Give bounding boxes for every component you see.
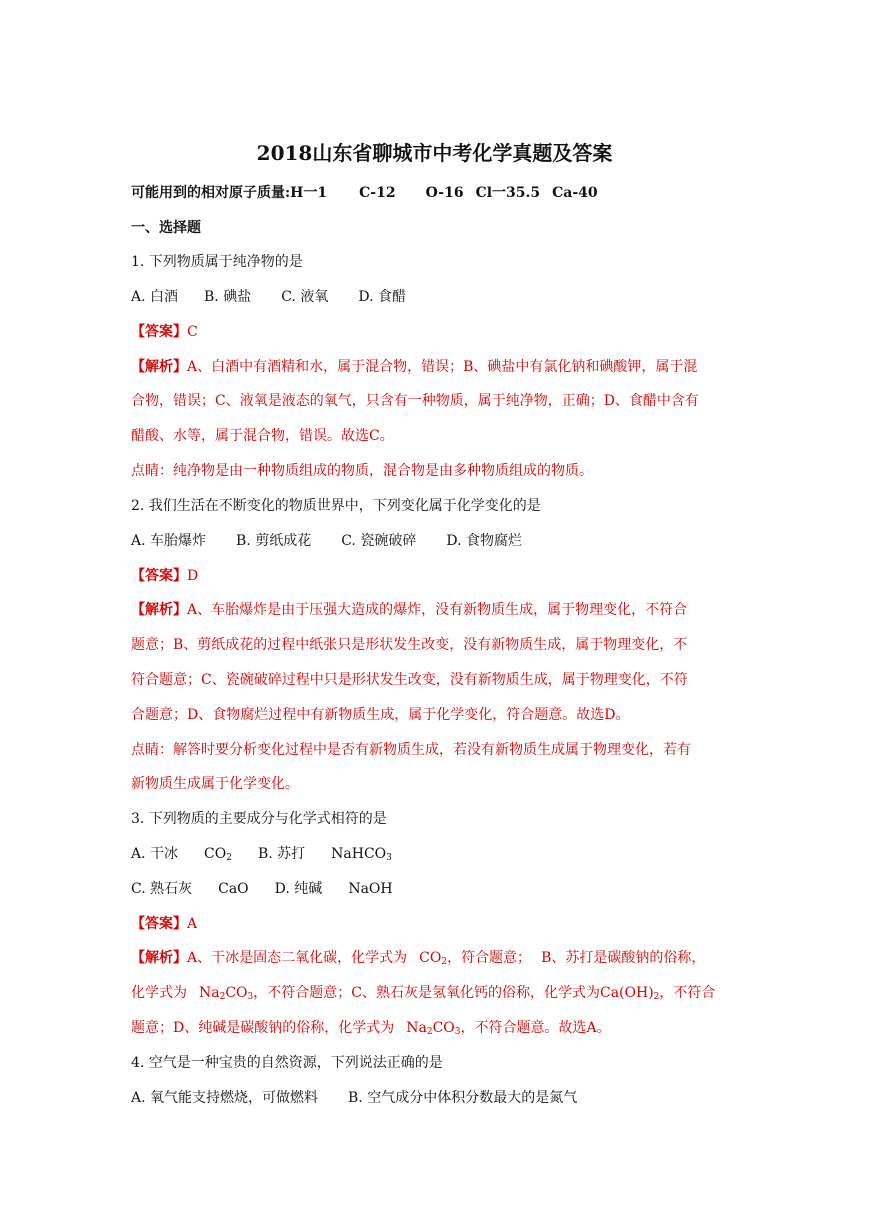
atomic-mass-label: 可能用到的相对原子质量: bbox=[131, 185, 291, 201]
option: A. 氧气能支持燃烧，可做燃料 bbox=[131, 1090, 319, 1106]
option: A. 车胎爆炸 bbox=[131, 533, 207, 549]
analysis-line: 题意；D、纯碱是碳酸钠的俗称，化学式为 $Na_2CO_3$，不符合题意。故选A。 bbox=[131, 1020, 611, 1037]
atomic-mass-item: Ca-40 bbox=[552, 185, 598, 201]
section-heading: 一、选择题 bbox=[131, 220, 201, 236]
answer-value: D bbox=[187, 568, 199, 584]
option: D. 食物腐烂 bbox=[446, 533, 522, 549]
formula: $CO_2$ bbox=[419, 950, 448, 967]
option: D. 食醋 bbox=[358, 289, 406, 305]
answer-line bbox=[131, 322, 741, 342]
tip-line: 点睛：解答时要分析变化过程中是否有新物质生成，若没有新物质生成属于物理变化，若有 bbox=[131, 742, 691, 758]
analysis-line: 题意；B、剪纸成花的过程中纸张只是形状发生改变，没有新物质生成，属于物理变化，不 bbox=[131, 637, 688, 653]
formula: NaOH bbox=[348, 881, 393, 897]
question-stem: 3. 下列物质的主要成分与化学式相符的是 bbox=[131, 811, 387, 827]
option-label: B. 苏打 bbox=[257, 846, 306, 862]
atomic-mass-line bbox=[131, 183, 741, 203]
question-options bbox=[131, 531, 741, 551]
analysis-line: 合物，错误；C、液氧是液态的氧气，只含有一种物质，属于纯净物，正确；D、食醋中含有 bbox=[131, 393, 699, 409]
question-stem: 2. 我们生活在不断变化的物质世界中，下列变化属于化学变化的是 bbox=[131, 498, 541, 514]
atomic-mass-item: Cl一35.5 bbox=[475, 185, 541, 201]
formula: $Na_2CO_3$ bbox=[406, 1020, 461, 1037]
analysis-line: 醋酸、水等，属于混合物，错误。故选C。 bbox=[131, 428, 394, 444]
question-options bbox=[131, 844, 741, 864]
analysis-line: 合题意；D、食物腐烂过程中有新物质生成，属于化学变化，符合题意。故选D。 bbox=[131, 707, 630, 723]
analysis-text: A、白酒中有酒精和水，属于混合物，错误；B、碘盐中有氯化钠和碘酸钾，属于混 bbox=[187, 359, 698, 375]
answer-tag: 【答案】 bbox=[131, 568, 187, 584]
page-title: 2018山东省聊城市中考化学真题及答案 bbox=[256, 141, 613, 165]
question-options bbox=[131, 879, 741, 899]
analysis-line: 化学式为 $Na_2CO_3$，不符合题意；C、熟石灰是氢氧化钙的俗称，化学式为$Ca(OH)_2$，不符合 bbox=[131, 985, 716, 1002]
answer-tag: 【答案】 bbox=[131, 916, 187, 932]
tip-line: 点睛：纯净物是由一种物质组成的物质，混合物是由多种物质组成的物质。 bbox=[131, 463, 593, 479]
option-label: A. 干冰 bbox=[131, 846, 179, 862]
formula: $Na_2CO_3$ bbox=[199, 985, 254, 1002]
question-options bbox=[131, 287, 741, 307]
analysis-tag: 【解析】 bbox=[131, 359, 187, 375]
atomic-mass-item: O-16 bbox=[425, 185, 464, 201]
question-stem: 1. 下列物质属于纯净物的是 bbox=[131, 254, 303, 270]
option: C. 瓷碗破碎 bbox=[341, 533, 417, 549]
formula: $CO_2$ bbox=[204, 846, 232, 863]
analysis-line: 符合题意；C、瓷碗破碎过程中只是形状发生改变，没有新物质生成，属于物理变化，不符 bbox=[131, 672, 688, 688]
question-options bbox=[131, 1088, 741, 1108]
analysis-text: A、车胎爆炸是由于压强大造成的爆炸，没有新物质生成，属于物理变化，不符合 bbox=[187, 602, 688, 618]
answer-tag: 【答案】 bbox=[131, 324, 187, 340]
analysis-line: 【解析】A、干冰是固态二氧化碳，化学式为 $CO_2$，符合题意； B、苏打是碳酸钠的俗称， bbox=[131, 950, 706, 967]
question-stem: 4. 空气是一种宝贵的自然资源，下列说法正确的是 bbox=[131, 1055, 443, 1071]
answer-line bbox=[131, 566, 741, 586]
atomic-mass-item: C-12 bbox=[359, 185, 396, 201]
atomic-mass-item: H一1 bbox=[290, 185, 328, 201]
answer-value: C bbox=[187, 324, 198, 340]
formula: NaHCO$_3$ bbox=[331, 846, 392, 863]
option: A. 白酒 bbox=[131, 289, 179, 305]
option: B. 空气成分中体积分数最大的是氮气 bbox=[348, 1090, 578, 1106]
option: B. 碘盐 bbox=[204, 289, 252, 305]
analysis-line bbox=[131, 600, 741, 620]
answer-line bbox=[131, 914, 741, 934]
formula: CaO bbox=[218, 881, 249, 897]
option: B. 剪纸成花 bbox=[236, 533, 312, 549]
answer-value: A bbox=[187, 916, 198, 932]
tip-line: 新物质生成属于化学变化。 bbox=[131, 776, 299, 792]
option: C. 液氧 bbox=[281, 289, 329, 305]
option-label: D. 纯碱 bbox=[274, 881, 323, 897]
analysis-tag: 【解析】 bbox=[131, 602, 187, 618]
analysis-line bbox=[131, 357, 741, 377]
analysis-tag: 【解析】 bbox=[131, 950, 187, 966]
option-label: C. 熟石灰 bbox=[131, 881, 193, 897]
